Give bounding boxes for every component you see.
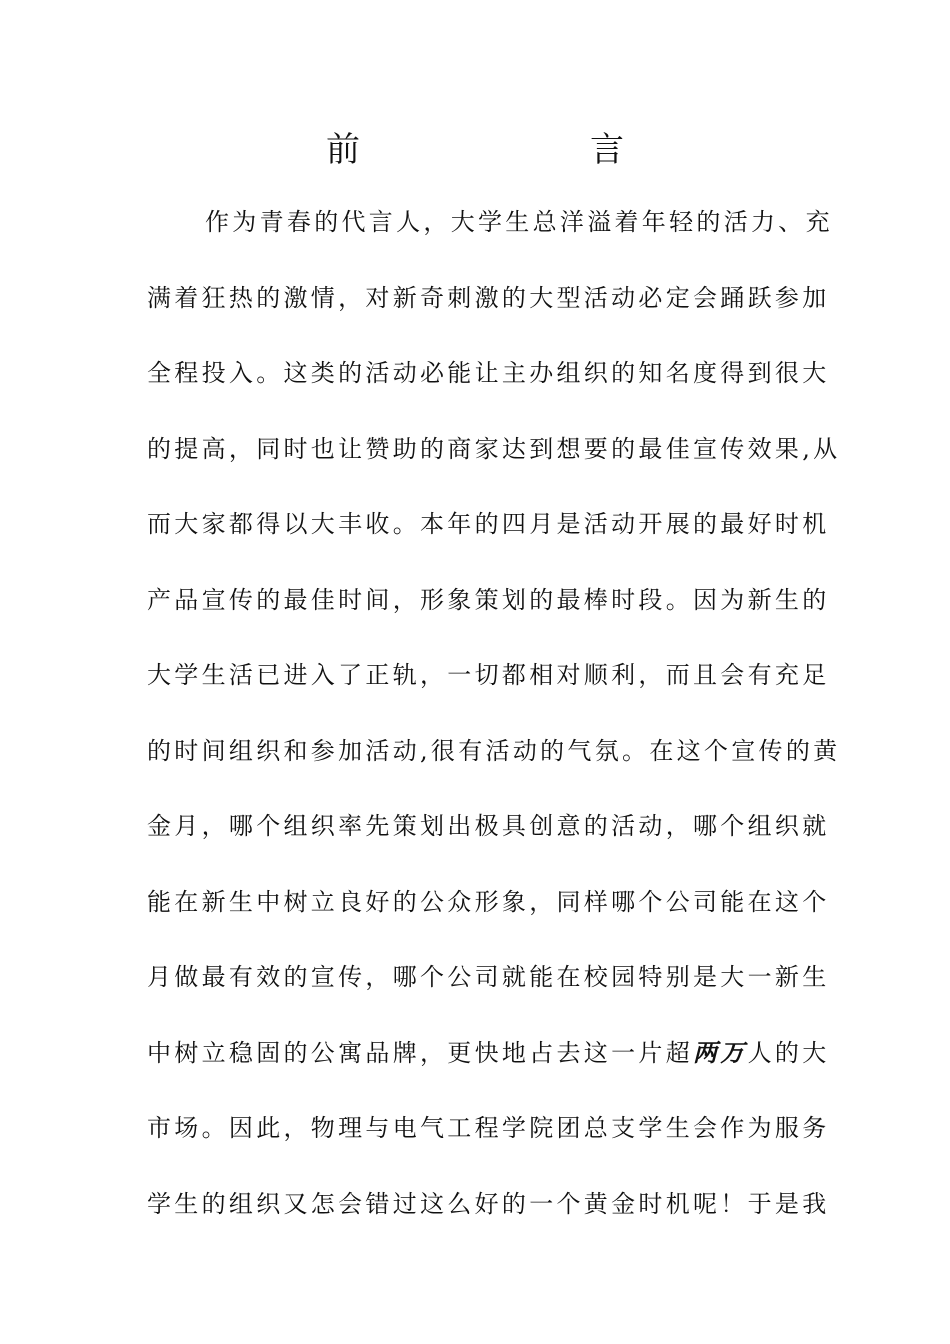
paragraph-line: 月做最有效的宣传，哪个公司就能在校园特别是大一新生	[147, 963, 830, 991]
paragraph-line: 全程投入。这类的活动必能让主办组织的知名度得到很大	[147, 359, 830, 387]
paragraph-line: 的提高，同时也让赞助的商家达到想要的最佳宣传效果,从	[147, 434, 841, 463]
line-text-before: 中树立稳固的公寓品牌，更快地占去这一片超	[147, 1038, 693, 1067]
page-title: 前 言	[326, 130, 678, 170]
paragraph-line: 满着狂热的激情，对新奇刺激的大型活动必定会踊跃参加	[147, 283, 830, 312]
paragraph-line: 市场。因此，物理与电气工程学院团总支学生会作为服务	[147, 1114, 830, 1142]
line-text-after: 人的大	[747, 1038, 830, 1067]
paragraph-line: 产品宣传的最佳时间，形象策划的最棒时段。因为新生的	[147, 585, 830, 614]
paragraph-line: 的时间组织和参加活动,很有活动的气氛。在这个宣传的黄	[147, 736, 841, 765]
paragraph-line: 作为青春的代言人，大学生总洋溢着年轻的活力、充	[205, 208, 833, 236]
paragraph-line: 而大家都得以大丰收。本年的四月是活动开展的最好时机	[147, 510, 830, 538]
paragraph-line: 学生的组织又怎会错过这么好的一个黄金时机呢！于是我	[147, 1189, 830, 1218]
body-text	[147, 202, 841, 1259]
paragraph-line-with-emphasis	[147, 1033, 830, 1109]
paragraph-line: 大学生活已进入了正轨，一切都相对顺利，而且会有充足	[147, 661, 830, 689]
paragraph-line: 能在新生中树立良好的公众形象，同样哪个公司能在这个	[147, 887, 830, 916]
emphasis-text: 两万	[693, 1038, 748, 1067]
paragraph-line: 金月，哪个组织率先策划出极具创意的活动，哪个组织就	[147, 812, 830, 840]
